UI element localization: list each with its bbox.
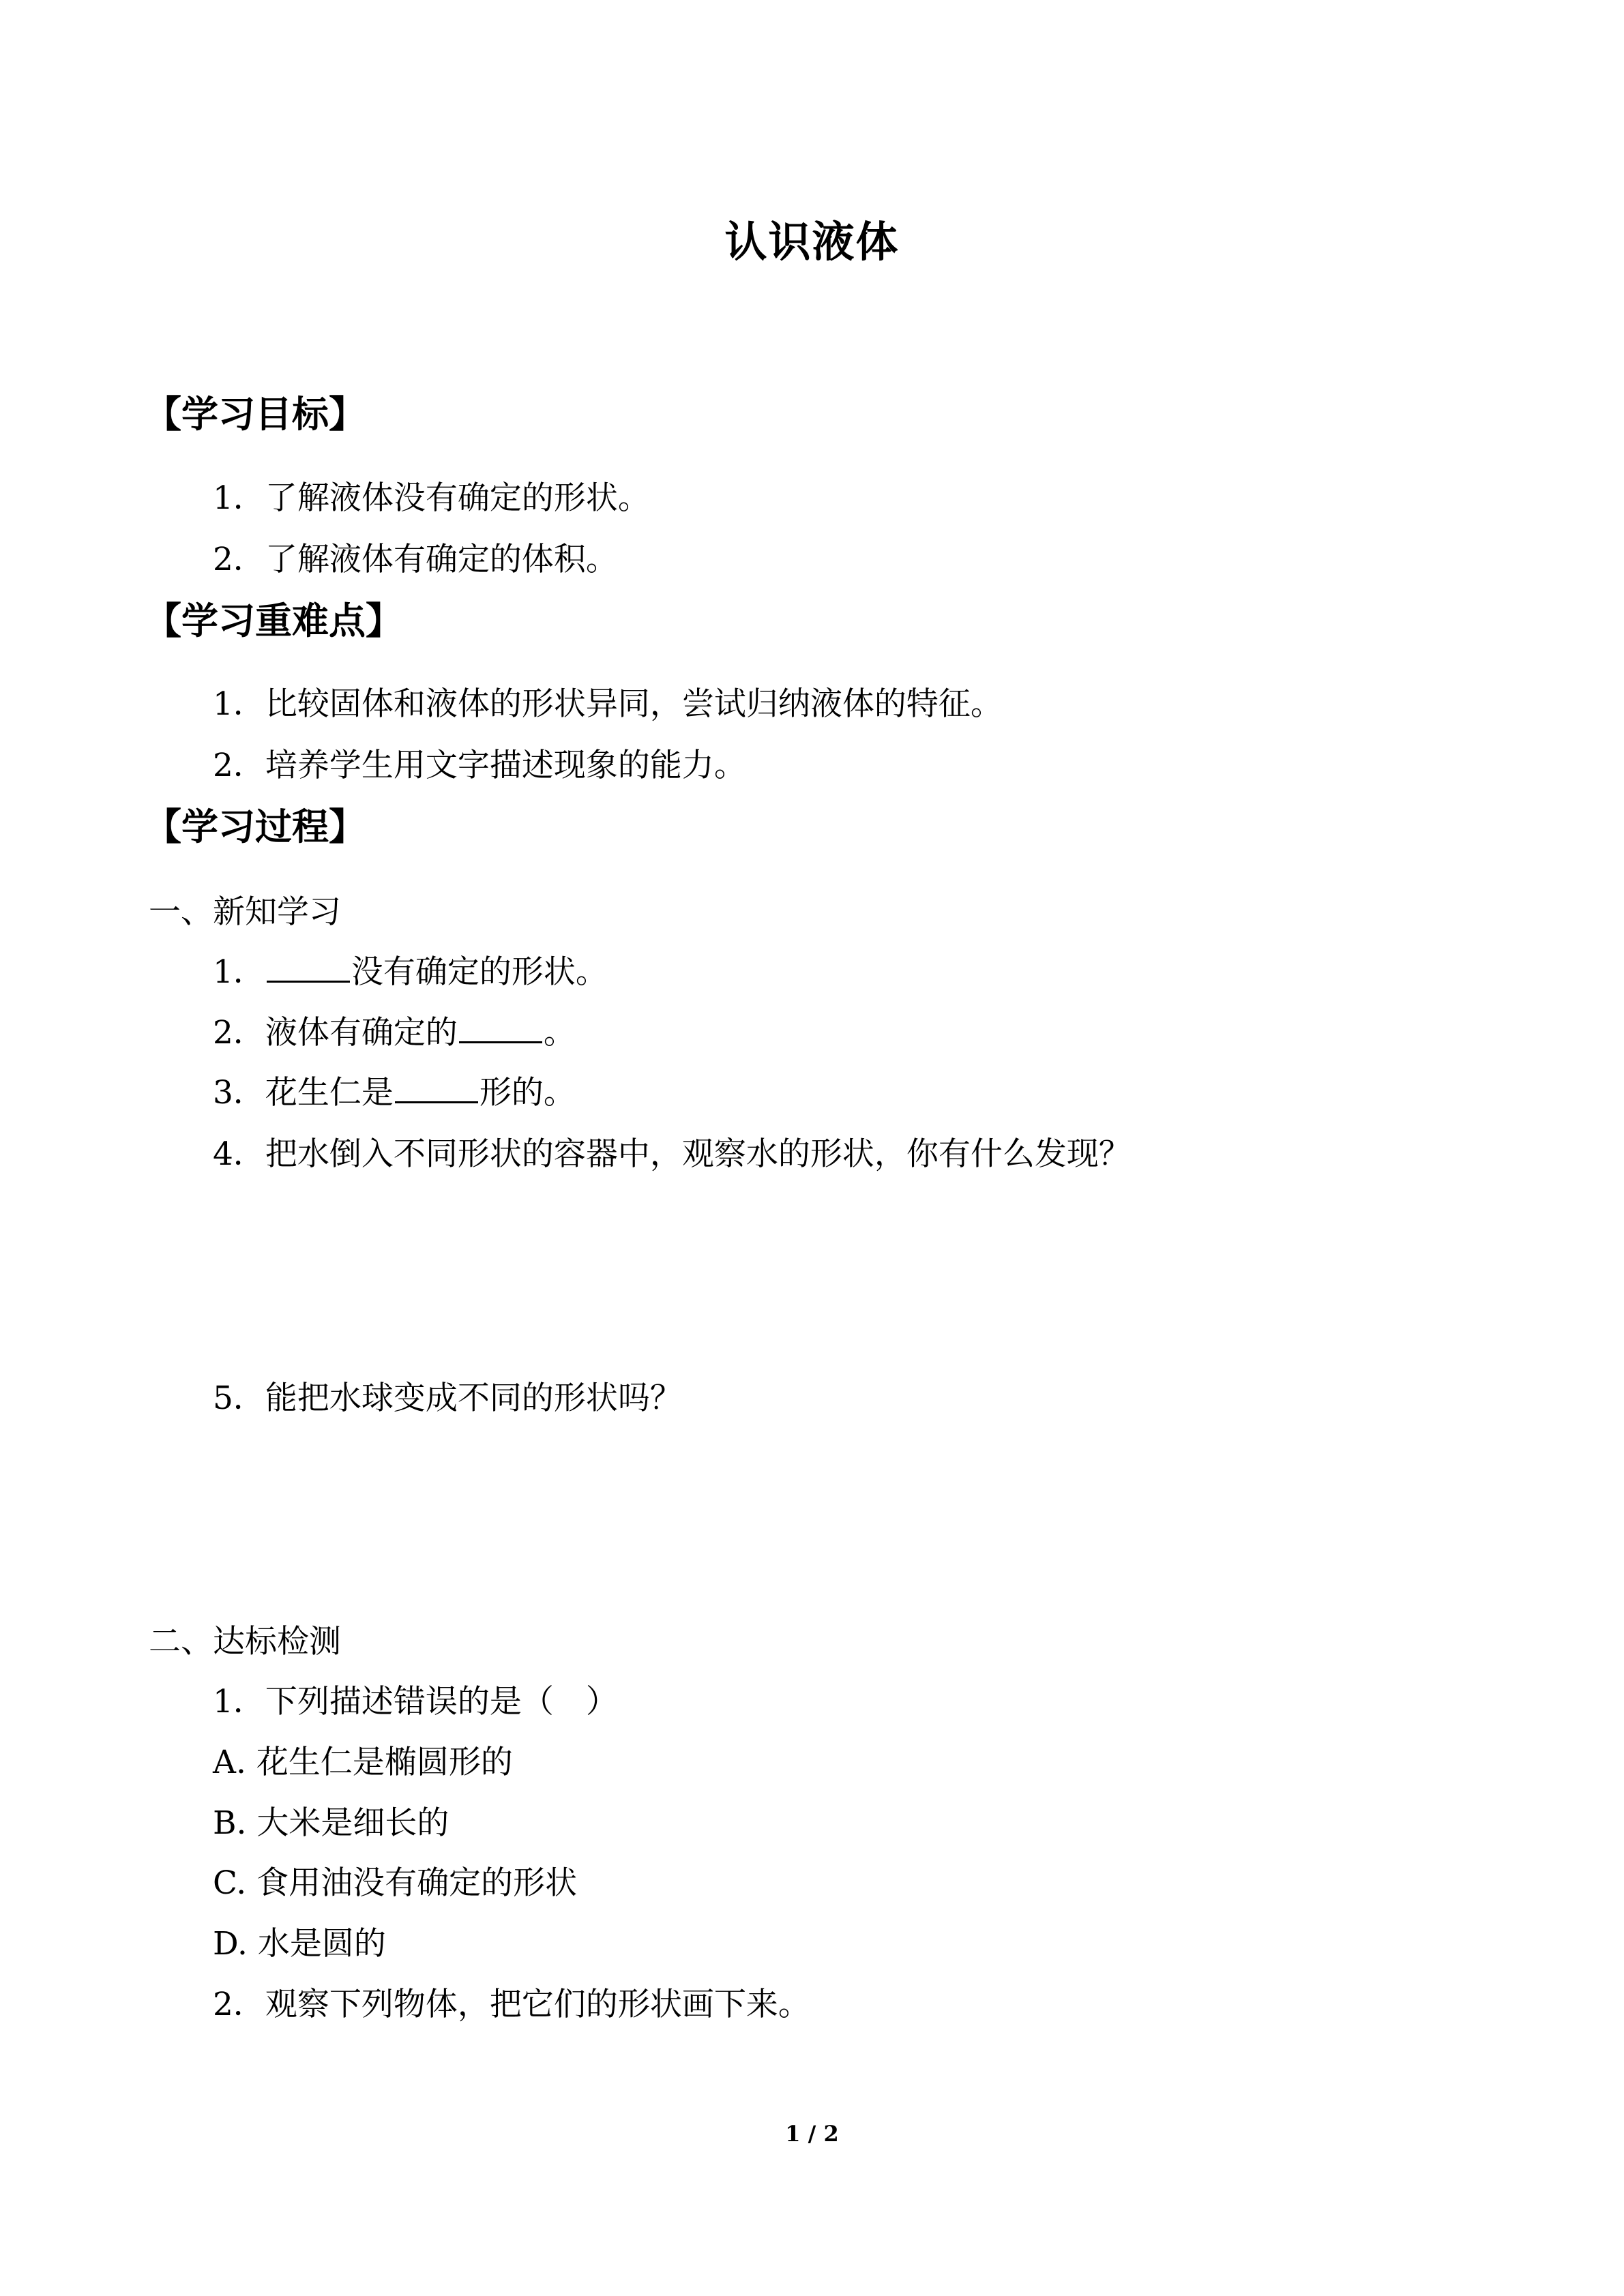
fill-blank	[267, 953, 350, 983]
part1-question-2	[213, 1007, 576, 1053]
part2-question-1: 1．下列描述错误的是（ ）	[213, 1683, 618, 1720]
key-point-item-1: 1．比较固体和液体的形状异同，尝试归纳液体的特征。	[213, 685, 1003, 723]
fill-blank	[459, 1014, 542, 1043]
question-text: 2．液体有确定的	[213, 1014, 458, 1052]
goal-item-1: 1．了解液体没有确定的形状。	[213, 479, 650, 517]
option-b: B. 大米是细长的	[213, 1804, 449, 1842]
section-heading-goals: 【学习目标】	[145, 392, 366, 436]
question-text: 3．花生仁是	[213, 1074, 394, 1112]
part1-question-4: 4．把水倒入不同形状的容器中，观察水的形状，你有什么发现？	[213, 1135, 1131, 1173]
goal-item-2: 2．了解液体有确定的体积。	[213, 541, 618, 578]
part1-title: 一、新知学习	[149, 893, 341, 931]
key-point-item-2: 2．培养学生用文字描述现象的能力。	[213, 747, 746, 784]
page-number: 1 / 2	[785, 2121, 839, 2147]
option-c: C. 食用油没有确定的形状	[213, 1864, 578, 1902]
option-d: D. 水是圆的	[213, 1925, 386, 1963]
part2-question-2: 2．观察下列物体，把它们的形状画下来。	[213, 1986, 810, 2023]
page-title: 认识液体	[724, 217, 900, 267]
part1-question-3	[213, 1067, 576, 1113]
fill-blank	[395, 1074, 478, 1103]
question-text-end: 形的。	[479, 1074, 576, 1112]
option-a: A. 花生仁是椭圆形的	[213, 1744, 513, 1781]
part1-question-5: 5．能把水球变成不同的形状吗？	[213, 1380, 682, 1417]
question-number: 1．	[213, 953, 265, 991]
question-text-end: 。	[543, 1014, 576, 1052]
question-text: 没有确定的形状。	[351, 953, 608, 991]
section-heading-key-points: 【学习重难点】	[145, 599, 402, 642]
part1-question-1	[213, 946, 608, 992]
part2-title: 二、达标检测	[149, 1623, 341, 1660]
section-heading-process: 【学习过程】	[145, 805, 366, 848]
